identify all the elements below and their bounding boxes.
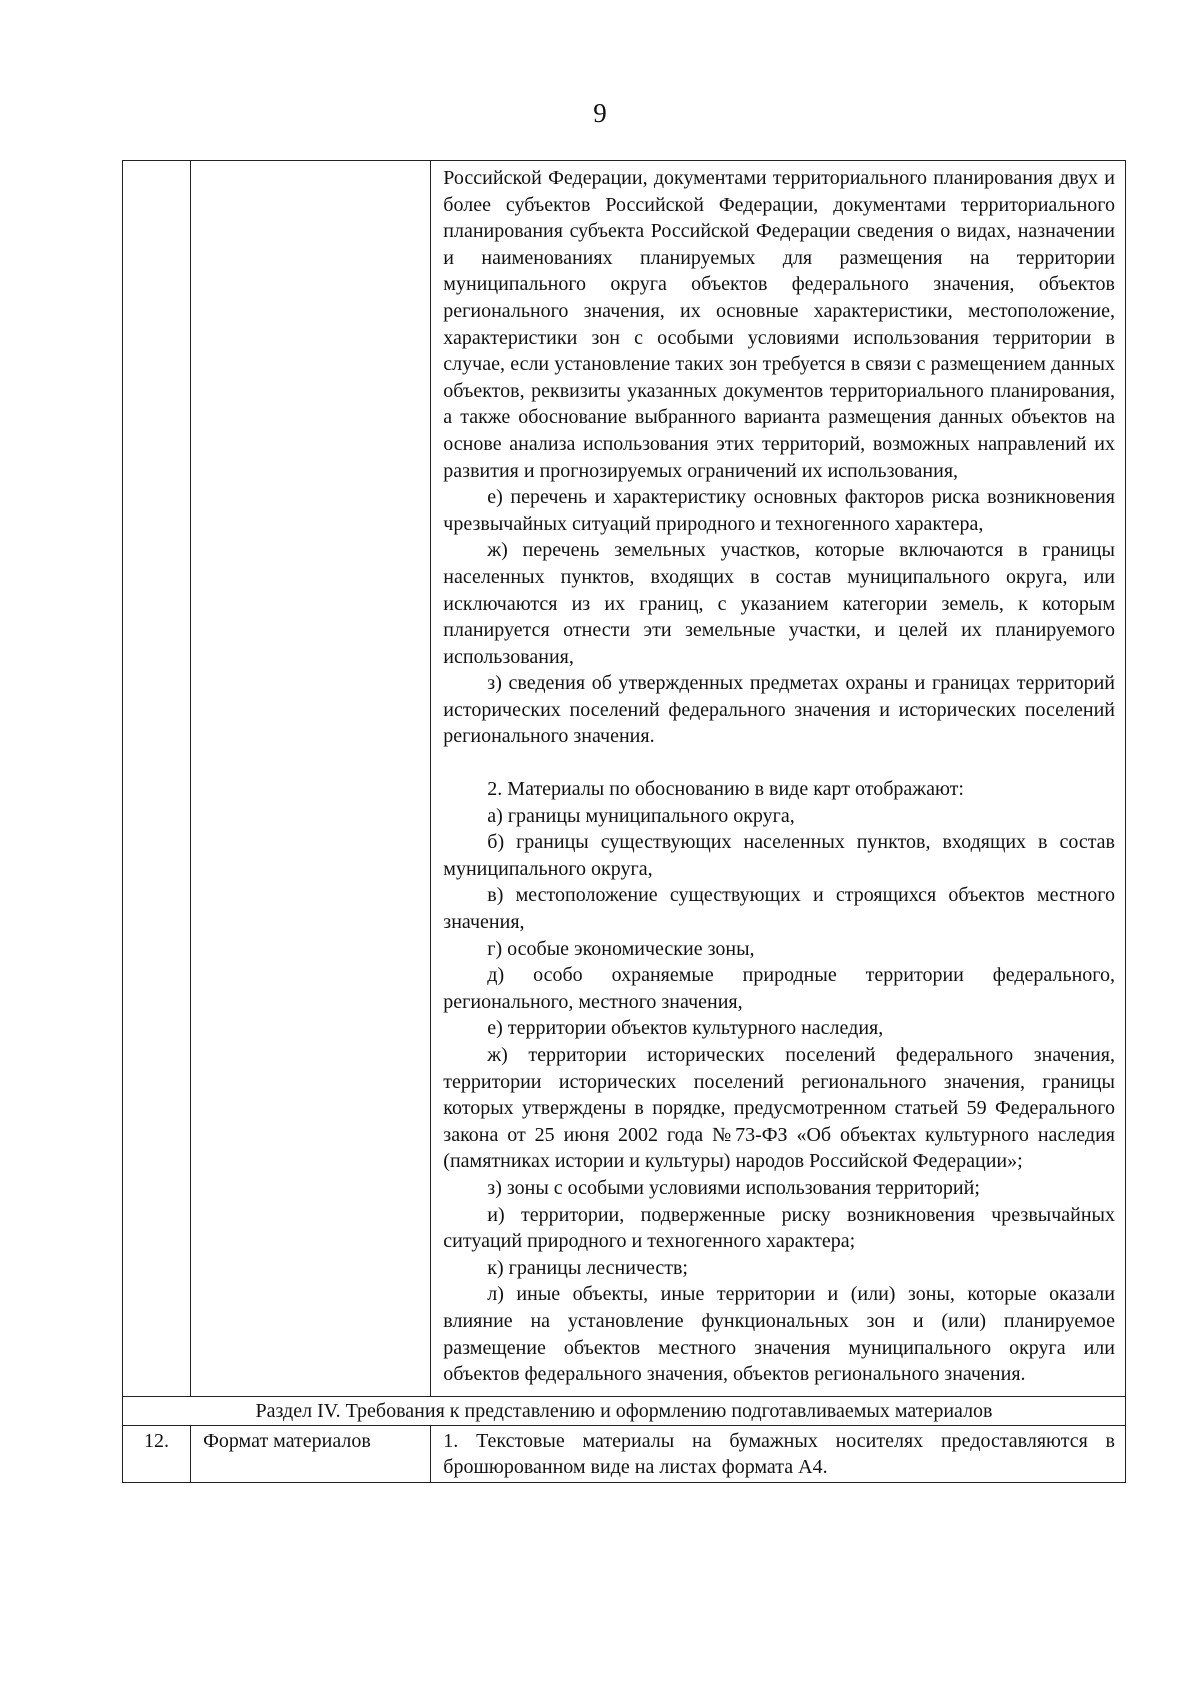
list-item: д) особо охраняемые природные территории федерального, регионального, местного значения,: [443, 964, 1115, 1013]
list-item: з) сведения об утвержденных предметах охраны и границах территорий исторических поселений федерального значения и исторических поселений регионального значения.: [443, 672, 1115, 748]
list-item: л) иные объекты, иные территории и (или) зоны, которые оказали влияние на установление функциональных зон и (или) планируемое размещение объектов местного значения муниципального округа или объектов федерального значения, объектов регионального значения.: [443, 1283, 1115, 1386]
page-number: 9: [593, 98, 607, 128]
lead-paragraph: Российской Федерации, документами территориального планирования двух и более субъектов Российской Федерации, документами территориального планирования субъекта Российской Федерации сведения о видах, назначении и наименованиях планируемых для размещения на территории муниципального округа объектов федерального значения, объектов регионального значения, их основные характеристики, местоположение, характеристики зон с особыми условиями использования территории в случае, если установление таких зон требуется в связи с размещением данных объектов, реквизиты указанных документов территориального планирования, а также обоснование выбранного варианта размещения данных объектов на основе анализа использования этих территорий, возможных направлений их развития и прогнозируемых ограничений их использования,: [443, 167, 1115, 482]
row-number: 12.: [123, 1425, 191, 1482]
cell-content: [431, 161, 1126, 1397]
cell-number-empty: [123, 161, 191, 1397]
table-row-12: [123, 1425, 1126, 1482]
maps-heading: 2. Материалы по обоснованию в виде карт отображают:: [487, 778, 964, 801]
row-content: 1. Текстовые материалы на бумажных носителях предоставляются в брошюрованном виде на листах формата А4.: [431, 1425, 1126, 1482]
list-item: б) границы существующих населенных пунктов, входящих в состав муниципального округа,: [443, 831, 1115, 880]
list-item: в) местоположение существующих и строящихся объектов местного значения,: [443, 884, 1115, 934]
list-item: ж) территории исторических поселений федерального значения, территории исторических поселений регионального значения, границы которых утверждены в порядке, предусмотренном статьей 59 Федерального закона от 25 июня 2002 года №73-ФЗ «Об объектах культурного наследия (памятниках истории и культуры) народов Российской Федерации»;: [443, 1044, 1115, 1173]
list-item: ж) перечень земельных участков, которые включаются в границы населенных пунктов, входящих в состав муниципального округа, или исключаются из их границ, с указанием категории земель, к которым планируется отнести эти земельные участки, и целей их планируемого использования,: [443, 539, 1115, 668]
requirements-table: [122, 160, 1126, 1483]
cell-name-empty: [191, 161, 431, 1397]
table-row-section: [123, 1396, 1126, 1425]
list-item: е) территории объектов культурного наследия,: [487, 1017, 884, 1040]
list-item: и) территории, подверженные риску возникновения чрезвычайных ситуаций природного и техногенного характера;: [443, 1203, 1115, 1253]
paragraph-gap: [443, 750, 1115, 776]
list-item: к) границы лесничеств;: [487, 1256, 688, 1279]
list-item: г) особые экономические зоны,: [487, 937, 755, 960]
list-item: з) зоны с особыми условиями использования территорий;: [487, 1176, 980, 1199]
list-item: е) перечень и характеристику основных факторов риска возникновения чрезвычайных ситуаций природного и техногенного характера,: [443, 486, 1115, 535]
row-name: Формат материалов: [191, 1425, 431, 1482]
list-item: а) границы муниципального округа,: [487, 804, 795, 827]
section-heading: Раздел IV. Требования к представлению и оформлению подготавливаемых материалов: [123, 1396, 1126, 1425]
table-row-continuation: [123, 161, 1126, 1397]
